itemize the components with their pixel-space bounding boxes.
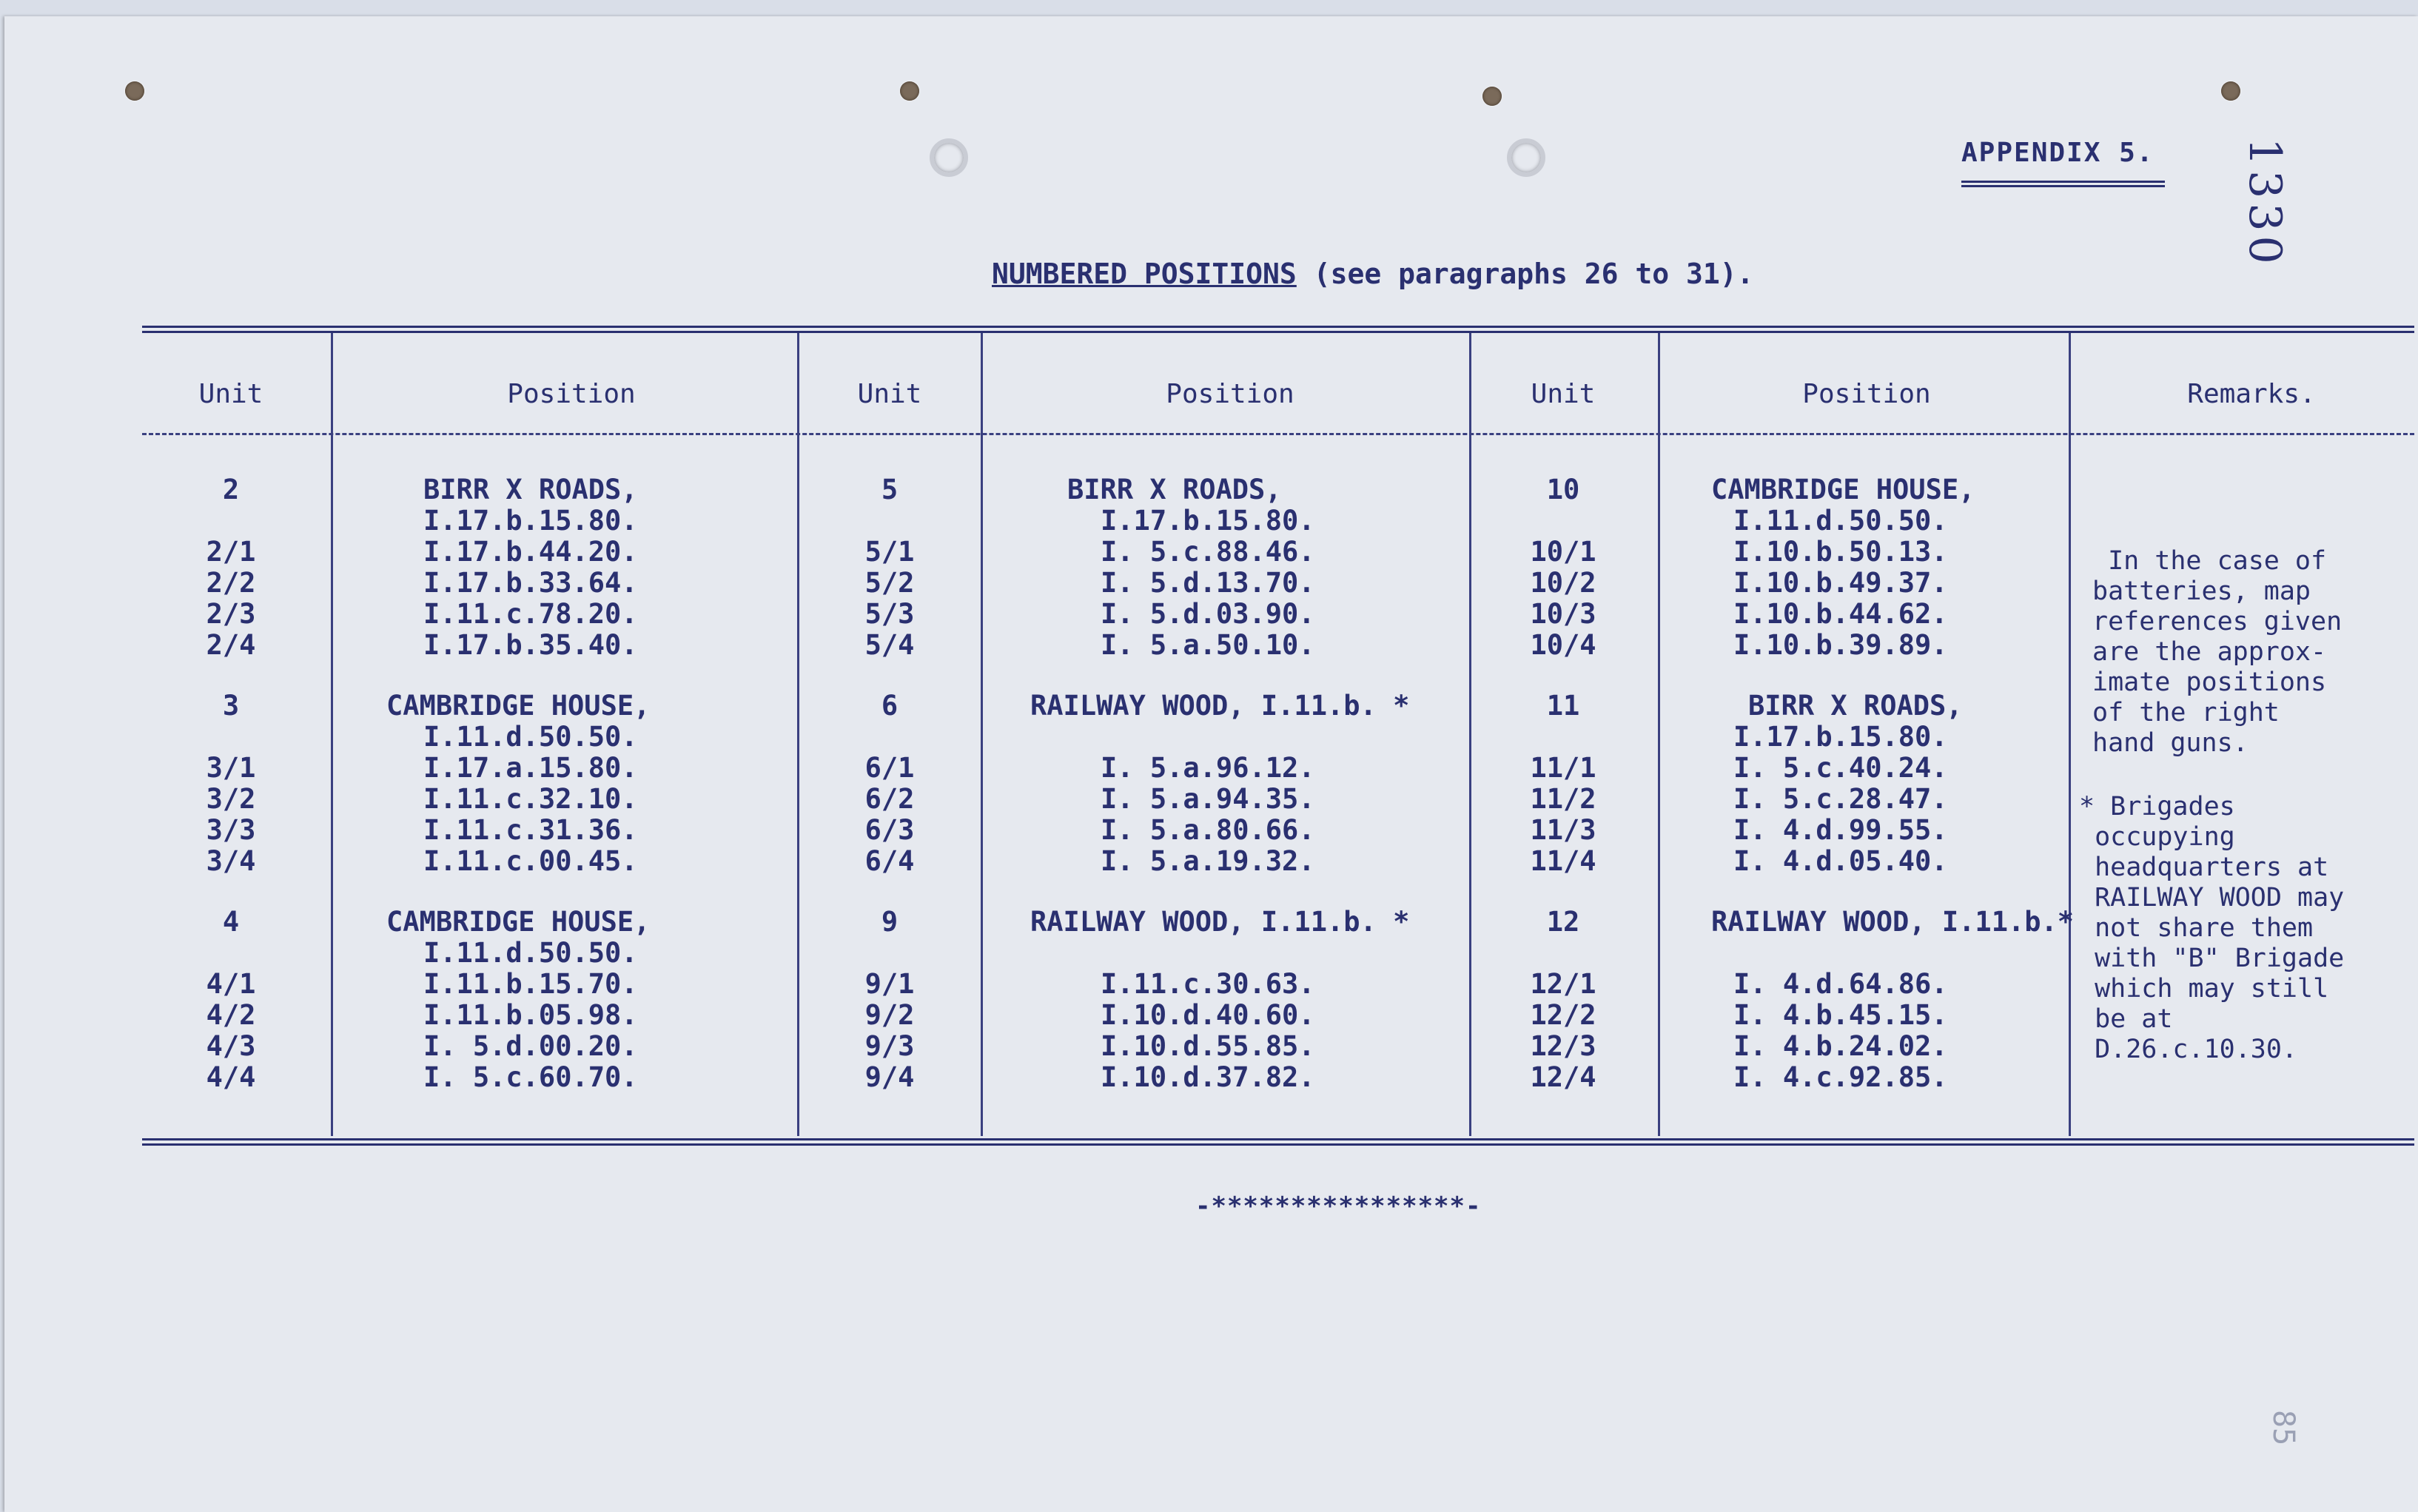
unit-cell: 11/1: [1530, 752, 1596, 784]
unit-cell: 9/4: [864, 1061, 915, 1093]
position-cell-grid-ref: I.17.b.15.80.: [423, 505, 638, 537]
position-cell: I. 4.d.99.55.: [1733, 814, 1948, 846]
remarks-paragraph-1: In the case of batteries, map references given are the approx- imate positions of the right hand guns.: [2092, 546, 2343, 758]
unit-cell: 10/2: [1530, 567, 1596, 599]
appendix-heading: APPENDIX 5.: [1961, 138, 2155, 168]
position-cell: BIRR X ROADS,: [1067, 474, 1282, 505]
punch-hole-reinforced: [930, 138, 968, 177]
position-cell: I. 5.c.28.47.: [1733, 783, 1948, 815]
position-cell: I.11.c.00.45.: [423, 845, 638, 877]
position-cell: I.11.b.05.98.: [423, 999, 638, 1031]
position-cell: I. 5.a.80.66.: [1101, 814, 1315, 846]
position-cell: I. 5.c.88.46.: [1101, 536, 1315, 568]
position-cell: I.11.c.32.10.: [423, 783, 638, 815]
title-main: NUMBERED POSITIONS: [992, 258, 1297, 290]
unit-cell: 6/1: [864, 752, 915, 784]
position-cell: I. 5.c.60.70.: [423, 1061, 638, 1093]
unit-cell: 5: [881, 474, 899, 505]
unit-cell: 3/3: [206, 814, 256, 846]
position-cell: I.17.b.44.20.: [423, 536, 638, 568]
position-cell: I. 4.b.24.02.: [1733, 1030, 1948, 1062]
punch-hole: [1482, 87, 1502, 106]
unit-cell: 12/4: [1530, 1061, 1596, 1093]
unit-cell: 12: [1546, 906, 1580, 938]
header-unit-3: Unit: [1531, 379, 1596, 409]
column-divider: [331, 333, 333, 1136]
position-cell: I. 4.c.92.85.: [1733, 1061, 1948, 1093]
position-cell: I. 5.d.00.20.: [423, 1030, 638, 1062]
unit-cell: 2: [222, 474, 240, 505]
position-cell: I. 5.c.40.24.: [1733, 752, 1948, 784]
unit-cell: 10/3: [1530, 598, 1596, 630]
unit-cell: 3/2: [206, 783, 256, 815]
header-unit-2: Unit: [857, 379, 922, 409]
position-cell: I. 5.a.50.10.: [1101, 629, 1315, 661]
header-position-2: Position: [1166, 379, 1294, 409]
position-cell: I.10.d.55.85.: [1101, 1030, 1315, 1062]
punch-hole: [900, 81, 919, 101]
header-unit-1: Unit: [198, 379, 263, 409]
unit-cell: 10: [1546, 474, 1580, 505]
title-sub: (see paragraphs 26 to 31).: [1296, 258, 1754, 290]
position-cell: CAMBRIDGE HOUSE,: [1711, 474, 1975, 505]
table-top-rule: [142, 326, 2414, 333]
position-cell: I. 4.d.64.86.: [1733, 968, 1948, 1000]
position-cell: I.10.b.39.89.: [1733, 629, 1948, 661]
positions-table: [142, 326, 2414, 1147]
unit-cell: 2/4: [206, 629, 256, 661]
punch-hole: [125, 81, 144, 101]
page-number: 85: [2266, 1410, 2300, 1446]
page-title: [992, 258, 1754, 290]
position-cell: I. 5.a.19.32.: [1101, 845, 1315, 877]
header-position-3: Position: [1802, 379, 1931, 409]
position-cell: I. 5.d.13.70.: [1101, 567, 1315, 599]
position-cell: I.11.b.15.70.: [423, 968, 638, 1000]
position-cell: I.10.b.50.13.: [1733, 536, 1948, 568]
position-cell: I.17.b.35.40.: [423, 629, 638, 661]
unit-cell: 6/4: [864, 845, 915, 877]
unit-cell: 11/4: [1530, 845, 1596, 877]
column-divider: [1469, 333, 1471, 1136]
unit-cell: 5/3: [864, 598, 915, 630]
position-cell-grid-ref: I.11.d.50.50.: [423, 721, 638, 753]
unit-cell: 4/3: [206, 1030, 256, 1062]
position-cell: RAILWAY WOOD, I.11.b. *: [1030, 906, 1410, 938]
position-cell: I.11.c.78.20.: [423, 598, 638, 630]
header-position-1: Position: [507, 379, 636, 409]
position-cell: I. 4.d.05.40.: [1733, 845, 1948, 877]
position-cell-grid-ref: I.11.d.50.50.: [1733, 505, 1948, 537]
unit-cell: 3: [222, 690, 240, 722]
position-cell: I. 4.b.45.15.: [1733, 999, 1948, 1031]
unit-cell: 10/1: [1530, 536, 1596, 568]
unit-cell: 6/3: [864, 814, 915, 846]
position-cell: I.10.b.44.62.: [1733, 598, 1948, 630]
closing-asterisk-rule: -****************-: [1195, 1192, 1482, 1221]
unit-cell: 5/2: [864, 567, 915, 599]
appendix-underline: [1961, 181, 2165, 187]
position-cell: I. 5.a.94.35.: [1101, 783, 1315, 815]
unit-cell: 12/1: [1530, 968, 1596, 1000]
header-rule: [142, 433, 2414, 435]
unit-cell: 10/4: [1530, 629, 1596, 661]
unit-cell: 3/1: [206, 752, 256, 784]
folio-number: 1330: [2239, 138, 2291, 269]
unit-cell: 11: [1546, 690, 1580, 722]
unit-cell: 2/2: [206, 567, 256, 599]
position-cell: I.17.b.33.64.: [423, 567, 638, 599]
unit-cell: 4: [222, 906, 240, 938]
position-cell: I.10.b.49.37.: [1733, 567, 1948, 599]
position-cell: I. 5.a.96.12.: [1101, 752, 1315, 784]
unit-cell: 9/2: [864, 999, 915, 1031]
unit-cell: 3/4: [206, 845, 256, 877]
unit-cell: 9/3: [864, 1030, 915, 1062]
position-cell: BIRR X ROADS,: [423, 474, 638, 505]
unit-cell: 4/4: [206, 1061, 256, 1093]
unit-cell: 2/3: [206, 598, 256, 630]
position-cell: CAMBRIDGE HOUSE,: [386, 906, 651, 938]
punch-hole: [2221, 81, 2240, 101]
column-divider: [797, 333, 799, 1136]
remarks-paragraph-2: * Brigades occupying headquarters at RAILWAY WOOD may not share them with "B" Brigade which may still be at D.26.c.10.30.: [2079, 792, 2345, 1064]
position-cell: I.11.c.31.36.: [423, 814, 638, 846]
column-divider: [2069, 333, 2071, 1136]
table-bottom-rule: [142, 1138, 2414, 1146]
header-remarks: Remarks.: [2187, 379, 2316, 409]
punch-hole-reinforced: [1507, 138, 1545, 177]
unit-cell: 11/3: [1530, 814, 1596, 846]
position-cell: I.17.a.15.80.: [423, 752, 638, 784]
unit-cell: 9/1: [864, 968, 915, 1000]
unit-cell: 4/1: [206, 968, 256, 1000]
position-cell: I.11.c.30.63.: [1101, 968, 1315, 1000]
position-cell: RAILWAY WOOD, I.11.b.*: [1711, 906, 2075, 938]
position-cell: I. 5.d.03.90.: [1101, 598, 1315, 630]
unit-cell: 6: [881, 690, 899, 722]
unit-cell: 9: [881, 906, 899, 938]
unit-cell: 5/1: [864, 536, 915, 568]
unit-cell: 12/2: [1530, 999, 1596, 1031]
position-cell-grid-ref: I.17.b.15.80.: [1733, 721, 1948, 753]
position-cell: CAMBRIDGE HOUSE,: [386, 690, 651, 722]
position-cell: I.10.d.37.82.: [1101, 1061, 1315, 1093]
position-cell-grid-ref: I.11.d.50.50.: [423, 937, 638, 969]
column-divider: [981, 333, 983, 1136]
unit-cell: 12/3: [1530, 1030, 1596, 1062]
unit-cell: 5/4: [864, 629, 915, 661]
unit-cell: 6/2: [864, 783, 915, 815]
column-divider: [1658, 333, 1660, 1136]
position-cell-grid-ref: I.17.b.15.80.: [1101, 505, 1315, 537]
position-cell: I.10.d.40.60.: [1101, 999, 1315, 1031]
position-cell: BIRR X ROADS,: [1748, 690, 1963, 722]
unit-cell: 2/1: [206, 536, 256, 568]
position-cell: RAILWAY WOOD, I.11.b. *: [1030, 690, 1410, 722]
unit-cell: 4/2: [206, 999, 256, 1031]
unit-cell: 11/2: [1530, 783, 1596, 815]
